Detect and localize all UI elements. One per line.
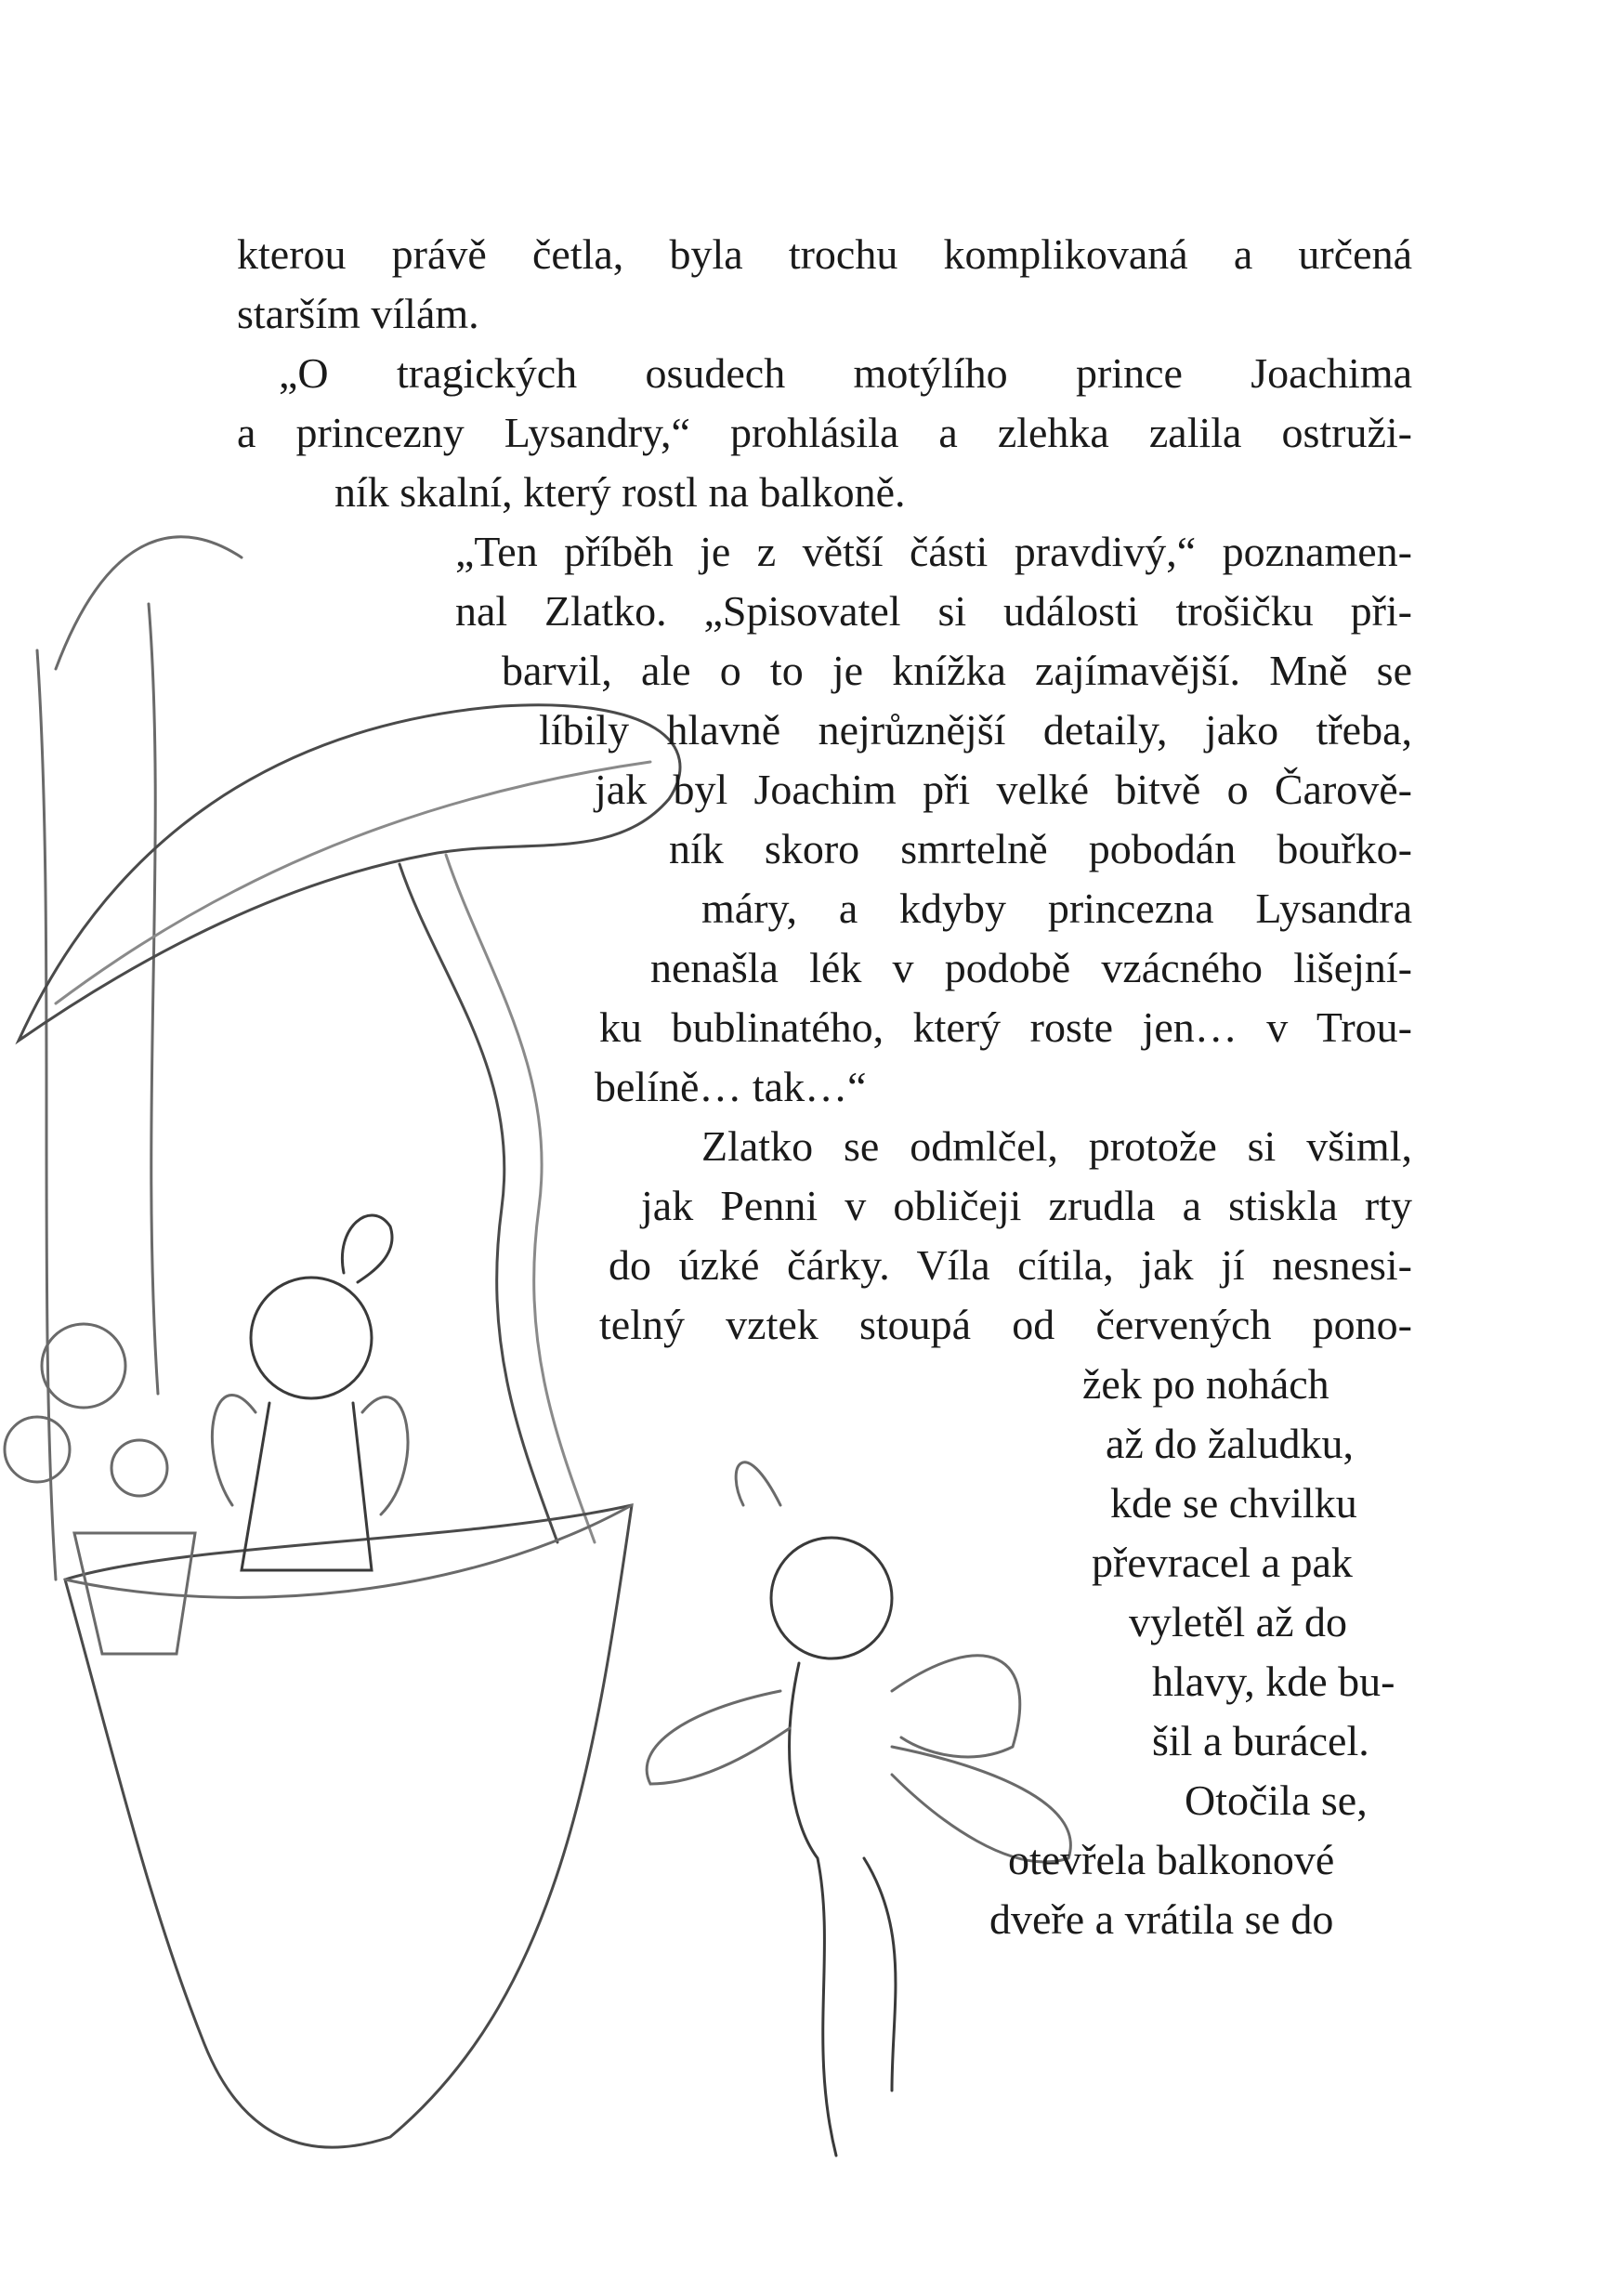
text-line: máry, a kdyby princezna Lysandra <box>701 885 1412 932</box>
text-line: kterou právě četla, byla trochu komplikovaná a určená <box>237 230 1412 278</box>
fairy-zlatko-body <box>790 1663 836 2156</box>
text-line: telný vztek stoupá od červených pono- <box>599 1301 1412 1348</box>
stem-right-2 <box>446 855 595 1542</box>
text-line: „O tragických osudech motýlího prince Joachima <box>279 349 1412 397</box>
flower-2 <box>5 1417 70 1482</box>
fairy-zlatko-wing-r <box>892 1656 1020 1757</box>
fairy-zlatko-wing-l <box>647 1691 790 1784</box>
fairy-penni-wing-l <box>212 1395 255 1505</box>
text-line: belíně… tak…“ <box>595 1063 867 1110</box>
text-line: vyletěl až do <box>1129 1598 1348 1645</box>
fairy-penni-bun <box>342 1215 392 1282</box>
text-line: Otočila se, <box>1185 1776 1368 1824</box>
text-line: jak Penni v obličeji zrudla a stiskla rty <box>641 1182 1412 1229</box>
text-line: otevřela balkonové <box>1008 1836 1335 1883</box>
text-line: až do žaludku, <box>1106 1420 1354 1467</box>
text-line: Zlatko se odmlčel, protože si všiml, <box>701 1122 1412 1170</box>
text-line: líbily hlavně nejrůznější detaily, jako třeba, <box>539 706 1412 754</box>
text-line: nal Zlatko. „Spisovatel si události trošičku při- <box>455 587 1412 635</box>
leaf-canopy <box>19 705 680 1041</box>
fairy-zlatko-leg <box>864 1858 896 2091</box>
text-line: převracel a pak <box>1092 1539 1353 1586</box>
text-line: ník skalní, který rostl na balkoně. <box>334 468 906 516</box>
text-line: a princezny Lysandry,“ prohlásila a zlehka zalila ostruži- <box>237 409 1412 456</box>
text-line: šil a burácel. <box>1152 1717 1369 1764</box>
fairy-penni-head <box>251 1278 372 1398</box>
text-line: jak byl Joachim při velké bitvě o Čarově- <box>595 766 1412 813</box>
text-line: barvil, ale o to je knížka zajímavější. Mně se <box>502 647 1412 694</box>
fairy-penni-wing-r <box>362 1397 408 1514</box>
stem-right <box>399 864 557 1542</box>
balcony-cup <box>65 1505 632 2147</box>
flower-pot <box>74 1533 195 1654</box>
fairy-zlatko-head <box>771 1538 892 1658</box>
flower-1 <box>42 1324 125 1408</box>
text-line: ku bublinatého, který roste jen… v Trou- <box>599 1003 1412 1051</box>
stalk-left-edge <box>37 650 56 1580</box>
text-line: nenašla lék v podobě vzácného lišejní- <box>650 944 1412 991</box>
text-line: do úzké čárky. Víla cítila, jak jí nesnesi- <box>609 1241 1412 1289</box>
text-line: starším vílám. <box>237 290 479 337</box>
text-line: „Ten příběh je z větší části pravdivý,“ poznamen- <box>455 528 1412 575</box>
fairy-zlatko-ear <box>736 1462 780 1505</box>
text-line: hlavy, kde bu- <box>1152 1658 1395 1705</box>
text-line: žek po nohách <box>1082 1360 1329 1408</box>
text-line: ník skoro smrtelně pobodán bouřko- <box>669 825 1412 872</box>
flower-3 <box>111 1440 167 1496</box>
text-line: kde se chvilku <box>1110 1479 1357 1527</box>
leaf-vein <box>56 762 650 1003</box>
text-line: dveře a vrátila se do <box>989 1895 1334 1943</box>
stalk-inner-edge <box>149 604 158 1394</box>
